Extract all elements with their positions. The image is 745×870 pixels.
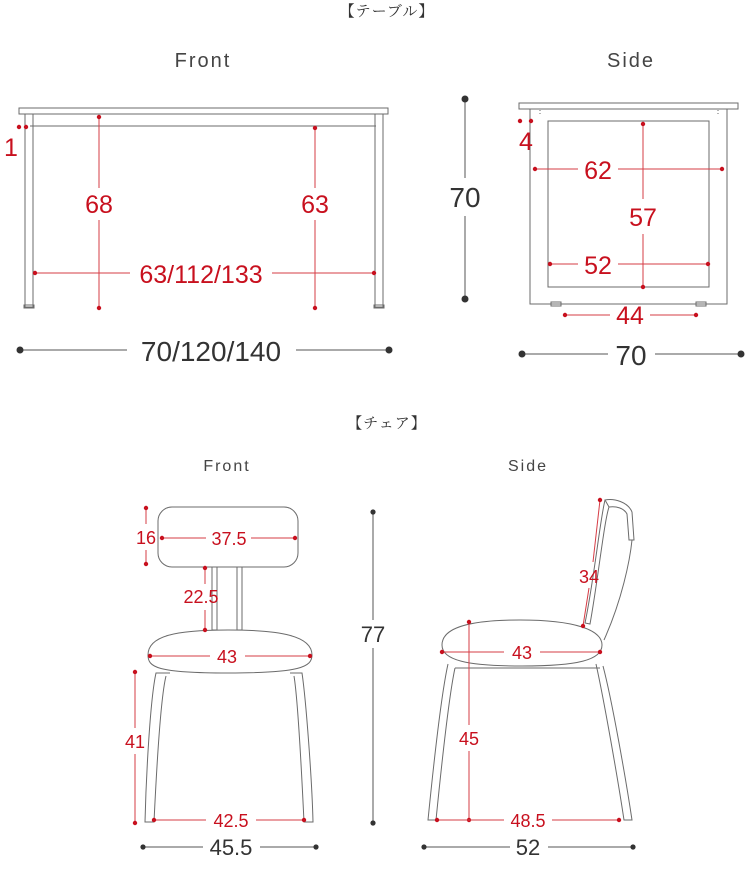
chair-heading: 【チェア】 (347, 414, 427, 432)
table-leg-height-right-value: 63 (301, 191, 329, 219)
table-side-depth-value: 70 (615, 340, 647, 371)
chair-front-leg-left (145, 673, 170, 822)
chair-side-seat-height-dim (459, 620, 479, 822)
chair-side-leg-rear (596, 664, 632, 820)
chair-seat-height-dim (125, 670, 145, 825)
chair-side-backrest (605, 500, 634, 541)
chair-front-label: Front (203, 458, 251, 475)
chair-side-seat-value: 43 (511, 643, 533, 663)
table-leg-right (375, 114, 383, 307)
table-side-62-value: 62 (584, 157, 612, 185)
table-side-apron-dim (518, 119, 533, 156)
table-front-label: Front (174, 50, 232, 72)
chair-side-label: Side (507, 458, 549, 475)
chair-side-foot-dim (435, 811, 621, 831)
table-leg-left (25, 114, 33, 307)
table-total-width-dim (17, 336, 393, 367)
chair-back-height-value: 16 (135, 528, 157, 548)
table-height-dim (449, 96, 480, 303)
chair-side-seat-dim (440, 643, 602, 663)
table-side-depth-dim (519, 340, 745, 371)
chair-side-seat-height-value: 45 (458, 729, 480, 749)
chair-side-back-dim (579, 498, 602, 628)
chair-side-depth-value: 52 (515, 835, 541, 860)
table-heading: 【テーブル】 (339, 2, 435, 20)
chair-front-post-right (237, 567, 242, 630)
chair-back-width-value: 37.5 (211, 529, 247, 549)
table-side-apron-value: 4 (519, 128, 533, 156)
chair-total-width-value: 45.5 (209, 835, 253, 860)
chair-total-width-dim (140, 835, 318, 860)
chair-back-height-dim (136, 506, 156, 566)
table-side-foot-dim (563, 302, 698, 330)
chair-gap-dim (183, 566, 218, 632)
chair-front-leg-right (290, 673, 313, 822)
table-side-label: Side (606, 50, 656, 72)
chair-seat-height-value: 41 (124, 732, 146, 752)
table-top-thickness-value: 1 (4, 134, 18, 162)
table-side-52-value: 52 (584, 252, 612, 280)
chair-back-width-dim (160, 529, 297, 549)
chair-side-back-post (585, 500, 609, 624)
table-side-foot-value: 44 (616, 302, 644, 330)
chair-seat-width-value: 43 (216, 647, 238, 667)
table-side-52-dim (548, 252, 710, 280)
chair-gap-value: 22.5 (183, 587, 219, 607)
chair-side-rear-brace (604, 540, 632, 640)
table-top (19, 108, 388, 114)
table-inner-width-dim (33, 261, 376, 289)
chair-side-depth-dim (421, 835, 635, 860)
chair-foot-width-dim (152, 811, 306, 831)
table-leg-height-left-value: 68 (85, 191, 113, 219)
chair-side-leg-front (428, 664, 455, 820)
table-leg-height-left-dim (85, 115, 113, 310)
table-leg-height-right-dim (301, 126, 329, 310)
table-side-62-dim (533, 157, 724, 185)
table-total-width-value: 70/120/140 (140, 336, 282, 367)
chair-side-back-value: 34 (578, 567, 600, 587)
table-height-value: 70 (449, 182, 481, 213)
table-side-57-value: 57 (629, 204, 657, 232)
chair-total-height-dim (361, 509, 385, 825)
chair-total-height-value: 77 (360, 622, 386, 647)
chair-seat-width-dim (148, 647, 312, 667)
chair-foot-width-value: 42.5 (213, 811, 249, 831)
table-inner-width-value: 63/112/133 (139, 261, 263, 289)
table-side-top (519, 103, 738, 109)
chair-side-foot-value: 48.5 (510, 811, 546, 831)
